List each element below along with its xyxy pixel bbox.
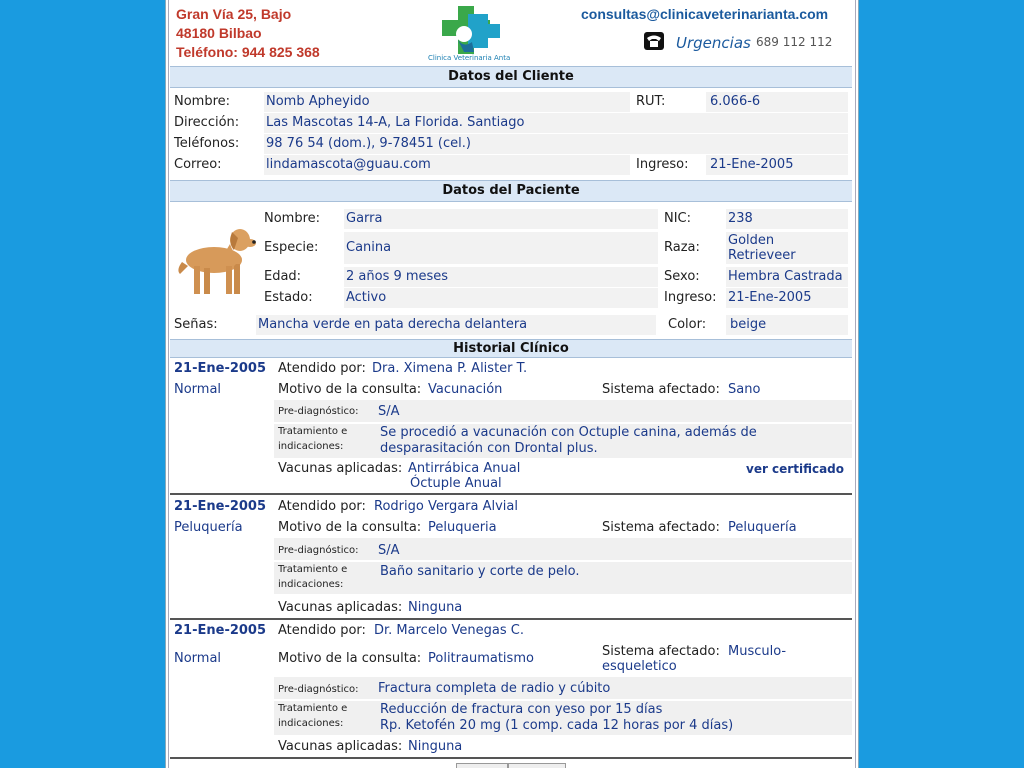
motivo-label: Motivo de la consulta: xyxy=(278,651,422,666)
vacunas-line1: Ninguna xyxy=(408,600,463,615)
sistema-label: Sistema afectado: xyxy=(602,520,720,535)
trat-label-line1: Tratamiento e xyxy=(278,703,348,714)
motivo-value: Vacunación xyxy=(428,382,503,397)
patient-estado: Activo xyxy=(346,290,387,305)
motivo-value: Politraumatismo xyxy=(428,651,534,666)
entry-separator xyxy=(170,757,852,759)
trat-line2: Rp. Ketofén 20 mg (1 comp. cada 12 horas por 4 días) xyxy=(380,718,734,733)
client-direccion-label: Dirección: xyxy=(174,115,240,130)
motivo-label: Motivo de la consulta: xyxy=(278,520,422,535)
clinic-logo xyxy=(428,4,514,66)
urgencias-phone: 689 112 112 xyxy=(756,35,833,49)
attended-label: Atendido por: xyxy=(278,499,366,514)
attended-label: Atendido por: xyxy=(278,623,366,638)
trat-label-line2: indicaciones: xyxy=(278,441,344,452)
client-rut-label: RUT: xyxy=(636,94,666,109)
client-telefonos-label: Teléfonos: xyxy=(174,136,240,151)
entry-date: 21-Ene-2005 xyxy=(174,361,267,376)
patient-ingreso: 21-Ene-2005 xyxy=(728,290,812,305)
vacunas-line1: Antirrábica Anual xyxy=(408,461,521,476)
client-telefonos: 98 76 54 (dom.), 9-78451 (cel.) xyxy=(266,136,471,151)
trat-line1: Baño sanitario y corte de pelo. xyxy=(380,564,580,579)
trat-line1: Reducción de fractura con yeso por 15 días xyxy=(380,702,663,717)
trat-label-line2: indicaciones: xyxy=(278,579,344,590)
client-correo-label: Correo: xyxy=(174,157,222,172)
patient-raza-line2: Retrieveer xyxy=(728,248,796,263)
sistema-label: Sistema afectado: xyxy=(602,382,720,397)
patient-photo xyxy=(174,210,260,300)
cross-logo-icon xyxy=(434,4,514,56)
patient-raza-label: Raza: xyxy=(664,240,700,255)
client-section-title: Datos del Cliente xyxy=(170,66,852,88)
attended-by: Dra. Ximena P. Alister T. xyxy=(372,361,528,376)
sistema-label: Sistema afectado: xyxy=(602,644,720,659)
motivo-label: Motivo de la consulta: xyxy=(278,382,422,397)
prediag-label: Pre-diagnóstico: xyxy=(278,684,359,695)
clinic-email[interactable]: consultas@clinicaveterinarianta.com xyxy=(581,6,829,22)
history-section-title: Historial Clínico xyxy=(170,339,852,358)
entry-date: 21-Ene-2005 xyxy=(174,499,267,514)
patient-sexo: Hembra Castrada xyxy=(728,269,843,284)
vacunas-label: Vacunas aplicadas: xyxy=(278,461,403,476)
prediag-label: Pre-diagnóstico: xyxy=(278,406,359,417)
urgencias-label: Urgencias xyxy=(676,34,751,52)
patient-senas-label: Señas: xyxy=(174,317,218,332)
client-rut: 6.066-6 xyxy=(710,94,761,109)
attended-by: Rodrigo Vergara Alvial xyxy=(374,499,518,514)
client-ingreso-label: Ingreso: xyxy=(636,157,689,172)
vacunas-line2: Óctuple Anual xyxy=(410,476,502,491)
patient-estado-label: Estado: xyxy=(264,290,313,305)
attended-label: Atendido por: xyxy=(278,361,366,376)
client-direccion: Las Mascotas 14-A, La Florida. Santiago xyxy=(266,115,525,130)
trat-line2: desparasitación con Drontal plus. xyxy=(380,441,598,456)
patient-section-title: Datos del Paciente xyxy=(170,180,852,202)
entry-separator xyxy=(170,493,852,495)
entry-separator xyxy=(170,618,852,620)
dog-photo-icon xyxy=(174,210,260,300)
logo-text: Clinica Veterinaria Anta xyxy=(428,54,511,62)
patient-nombre: Garra xyxy=(346,211,383,226)
patient-edad-label: Edad: xyxy=(264,269,302,284)
patient-nic: 238 xyxy=(728,211,753,226)
patient-sexo-label: Sexo: xyxy=(664,269,700,284)
prediag-value: S/A xyxy=(378,543,400,558)
prediag-label: Pre-diagnóstico: xyxy=(278,545,359,556)
button-partial-right[interactable] xyxy=(508,763,566,768)
patient-nombre-label: Nombre: xyxy=(264,211,321,226)
patient-ingreso-label: Ingreso: xyxy=(664,290,717,305)
vacunas-label: Vacunas aplicadas: xyxy=(278,600,403,615)
patient-nic-label: NIC: xyxy=(664,211,692,226)
address-line1: Gran Vía 25, Bajo xyxy=(176,6,292,22)
patient-edad: 2 años 9 meses xyxy=(346,269,449,284)
client-nombre: Nomb Apheyido xyxy=(266,94,370,109)
button-partial-left[interactable] xyxy=(456,763,508,768)
address-line2: 48180 Bilbao xyxy=(176,25,262,41)
vacunas-line1: Ninguna xyxy=(408,739,463,754)
entry-category: Peluquería xyxy=(174,520,243,535)
patient-senas: Mancha verde en pata derecha delantera xyxy=(258,317,528,332)
trat-line1: Se procedió a vacunación con Octuple canina, además de xyxy=(380,425,757,440)
sistema-value-line2: esqueletico xyxy=(602,659,677,674)
ver-certificado-link[interactable]: ver certificado xyxy=(746,462,845,476)
patient-color: beige xyxy=(730,317,767,332)
patient-especie-label: Especie: xyxy=(264,240,319,255)
client-ingreso: 21-Ene-2005 xyxy=(710,157,794,172)
patient-especie: Canina xyxy=(346,240,392,255)
prediag-value: Fractura completa de radio y cúbito xyxy=(378,681,611,696)
client-nombre-label: Nombre: xyxy=(174,94,231,109)
trat-label-line2: indicaciones: xyxy=(278,718,344,729)
trat-label-line1: Tratamiento e xyxy=(278,426,348,437)
trat-label-line1: Tratamiento e xyxy=(278,564,348,575)
vacunas-label: Vacunas aplicadas: xyxy=(278,739,403,754)
client-correo[interactable]: lindamascota@guau.com xyxy=(266,157,431,172)
entry-category: Normal xyxy=(174,382,222,397)
patient-raza-line1: Golden xyxy=(728,233,775,248)
patient-color-label: Color: xyxy=(668,317,707,332)
motivo-value: Peluqueria xyxy=(428,520,497,535)
prediag-value: S/A xyxy=(378,404,400,419)
attended-by: Dr. Marcelo Venegas C. xyxy=(374,623,524,638)
clinic-phone: Teléfono: 944 825 368 xyxy=(176,44,320,60)
clinic-record-page xyxy=(165,0,859,768)
sistema-value-line1: Musculo- xyxy=(728,644,787,659)
phone-icon xyxy=(644,32,664,50)
entry-date: 21-Ene-2005 xyxy=(174,623,267,638)
sistema-value: Peluquería xyxy=(728,520,797,535)
entry-category: Normal xyxy=(174,651,222,666)
sistema-value: Sano xyxy=(728,382,761,397)
